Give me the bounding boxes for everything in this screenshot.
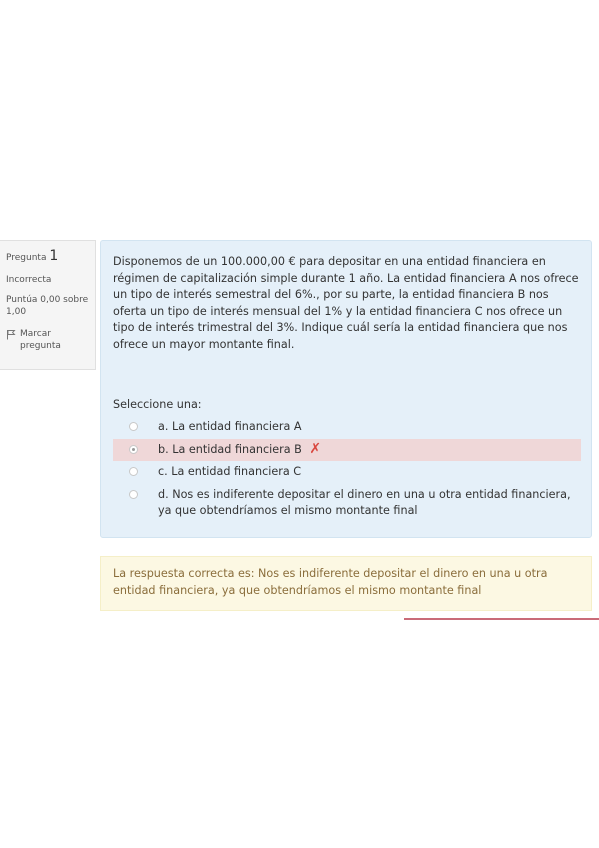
- answer-label-d: d. Nos es indiferente depositar el dinero en una u otra entidad financiera, ya que obtendríamos el mismo montante final: [158, 487, 571, 518]
- answer-list: [113, 416, 581, 522]
- divider-line: [404, 618, 599, 620]
- radio-button-a[interactable]: [129, 422, 138, 431]
- right-answer-text: La respuesta correcta es: Nos es indiferente depositar el dinero en una u otra entidad financiera, ya que obtendríamos el mismo montante final: [113, 567, 548, 598]
- answer-option-a[interactable]: [113, 416, 581, 439]
- question-number: [6, 247, 91, 266]
- radio-button-d[interactable]: [129, 490, 138, 499]
- answer-label-b-text: b. La entidad financiera B: [158, 442, 302, 456]
- question-label: Pregunta: [6, 253, 47, 263]
- question-info-panel: [0, 240, 96, 370]
- question-grade: Puntúa 0,00 sobre 1,00: [6, 295, 89, 318]
- radio-button-c[interactable]: [129, 467, 138, 476]
- question-text: Disponemos de un 100.000,00 € para depositar en una entidad financiera en régimen de capitalización simple durante 1 año. La entidad financiera A nos ofrece un tipo de interés semestral del 6%., por su parte, la entidad financiera B nos oferta un tipo de interés mensual del 1% y la entidad financiera C nos ofrece un tipo de interés trimestral del 3%. Indique cuál sería la entidad financiera que nos ofrece un mayor montante final.: [113, 255, 579, 351]
- question-formulation: [100, 240, 592, 538]
- radio-button-b[interactable]: [129, 445, 138, 454]
- question-number-value: 1: [49, 248, 59, 264]
- answer-option-c[interactable]: [113, 461, 581, 484]
- answer-label-c: c. La entidad financiera C: [158, 465, 302, 479]
- answer-label-a: a. La entidad financiera A: [158, 420, 302, 434]
- question-state: Incorrecta: [6, 274, 52, 285]
- answer-option-b[interactable]: [113, 439, 581, 462]
- answer-label-b: [158, 442, 575, 459]
- incorrect-icon: ✗: [309, 440, 322, 457]
- flag-question-label: Marcar pregunta: [20, 329, 61, 352]
- answer-prompt: Seleccione una:: [113, 398, 202, 412]
- feedback-box: [100, 556, 592, 611]
- flag-question-button[interactable]: [6, 328, 91, 352]
- answer-option-d[interactable]: [113, 484, 581, 522]
- flag-icon: [6, 329, 16, 340]
